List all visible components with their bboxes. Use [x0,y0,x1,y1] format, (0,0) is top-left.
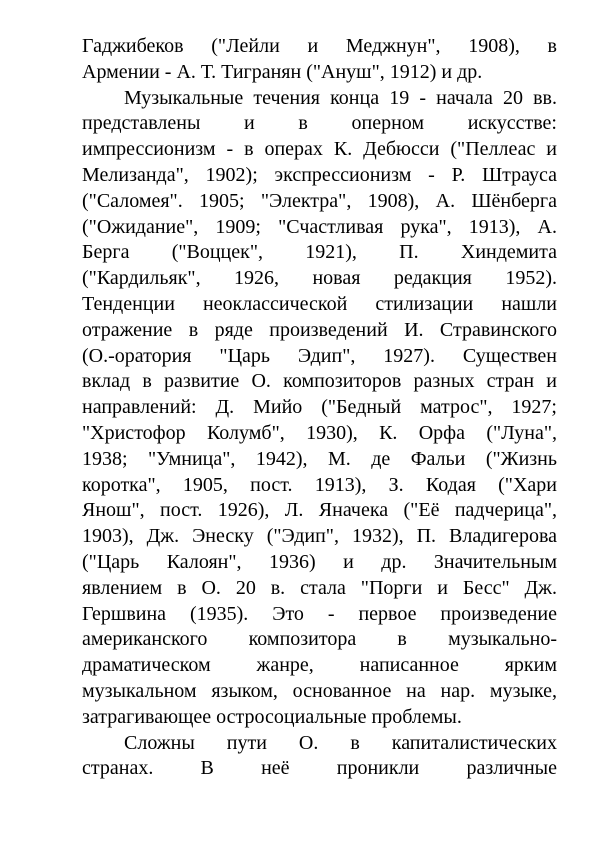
text-line: драматическом жанре, написанное ярким [82,654,557,677]
text-line: импрессионизм - в операх К. Дебюсси ("Пеллеас и [82,138,557,161]
text-line: американского композитора в музыкально- [82,628,557,651]
text-line: музыкальном языком, основанное на нар. музыке, [82,679,557,702]
text-line: ("Кардильяк", 1926, новая редакция 1952). [82,267,557,290]
text-line: вклад в развитие О. композиторов разных стран и [82,370,557,393]
text-line: Тенденции неоклассической стилизации нашли [82,292,557,315]
text-line: Гершвина (1935). Это - первое произведение [82,602,557,625]
text-line: Музыкальные течения конца 19 - начала 20 вв. [124,86,557,109]
text-line: отражение в ряде произведений И. Стравинского [82,318,557,341]
text-line: Гаджибеков ("Лейли и Меджнун", 1908), в [82,35,557,57]
text-line: направлений: Д. Мийо ("Бедный матрос", 1927; [82,396,557,419]
text-line: Мелизанда", 1902); экспрессионизм - Р. Штрауса [82,163,557,186]
text-line: Берга ("Воццек", 1921), П. Хиндемита [82,241,557,264]
text-line: Янош", пост. 1926), Л. Яначека ("Её падчерица", [82,499,557,522]
text-line: "Христофор Колумб", 1930), К. Орфа ("Луна", [82,421,557,444]
paragraph-3 [82,731,557,783]
text-line: (О.-оратория "Царь Эдип", 1927). Существен [82,344,557,367]
text-line: Армении - А. Т. Тигранян ("Ануш", 1912) и др. [82,60,483,83]
text-line: ("Ожидание", 1909; "Счастливая рука", 1913), А. [82,215,557,238]
text-line: ("Саломея". 1905; "Электра", 1908), А. Шёнберга [82,189,557,212]
paragraph-1 [82,34,557,86]
text-line: коротка", 1905, пост. 1913), З. Кодая ("Хари [82,473,557,496]
text-line: странах. В неё проникли различные [82,757,557,780]
text-line: 1903), Дж. Энеску ("Эдип", 1932), П. Владигерова [82,525,557,548]
text-line: 1938; "Умница", 1942), М. де Фальи ("Жизнь [82,447,557,470]
text-line: представлены и в оперном искусстве: [82,112,557,135]
paragraph-2 [82,86,557,731]
text-line: Сложны пути О. в капиталистических [124,731,557,754]
text-line: явлением в О. 20 в. стала "Порги и Бесс" Дж. [82,576,557,599]
text-line: ("Царь Калоян", 1936) и др. Значительным [82,550,557,573]
body-text [82,34,557,782]
text-line: затрагивающее остросоциальные проблемы. [82,705,462,728]
